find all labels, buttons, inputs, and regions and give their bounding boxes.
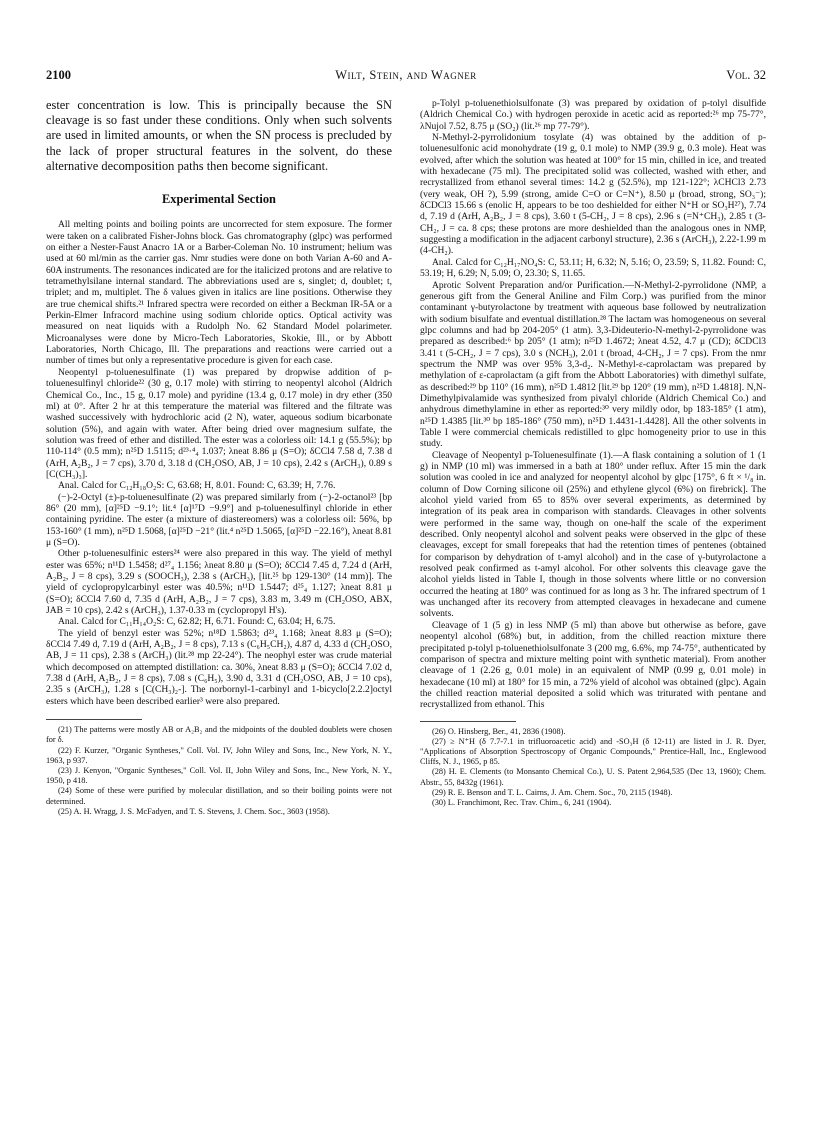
paragraph-neopentyl-ester: Neopentyl p-toluenesulfinate (1) was prepared by dropwise addition of p-toluenesulfinyl chloride²² (30 g, 0.17 mole) with stirring to neopentyl alcohol (Aldrich Chemical Co., Inc., 15 g, 0.17 mole) and pyridine (13.4 g, 0.17 mole) in dry ether (350 ml) at 0°. After 2 hr at this temperature the material was filtered and the filtrate was washed successively with hydrochloric acid (2 N), water, aqueous sodium bicarbonate solution (5%), and again with water. After being dried over magnesium sulfate, the solution was freed of ether and distilled. The ester was a colorless oil: 14.1 g (55.5%); bp 110-114° (0.5 mm); n²⁵D 1.5115; d²³·⁴₄ 1.037; λneat 8.86 μ (S=O); δCCl4 7.58 d, 7.38 d (ArH, A₂B₂, J = 7 cps), 3.70 d, 3.18 d (CH₂OSO, AB, J = 10 cps), 2.42 s (ArCH₃), 0.89 s [C(CH₃)₃].: [46, 366, 392, 480]
footnote-25: (25) A. H. Wragg, J. S. McFadyen, and T. S. Stevens, J. Chem. Soc., 3603 (1958).: [58, 806, 330, 816]
footnote-divider: [420, 721, 516, 722]
paragraph-analysis-1: Anal. Calcd for C₁₂H₁₈O₂S: C, 63.68; H, 8.01. Found: C, 63.39; H, 7.76.: [58, 480, 336, 492]
footnote-divider: [46, 719, 142, 720]
footnote-29: (29) R. E. Benson and T. L. Cairns, J. Am. Chem. Soc., 70, 2115 (1948).: [432, 787, 673, 797]
page-number: 2100: [46, 68, 71, 82]
paragraph-analysis-2: Anal. Calcd for C₁₁H₁₄O₂S: C, 62.82; H, 6.71. Found: C, 63.04; H, 6.75.: [58, 616, 336, 628]
intro-paragraph: ester concentration is low. This is principally because the SN cleavage is so fast under these conditions. Only when such solvents are used in limited amounts, or when the SN process is precluded by the lack of proper structural features in the solvent, do these alternative decomposition paths then become significant.: [46, 98, 392, 173]
paragraph-benzyl-ester: The yield of benzyl ester was 52%; n¹⁸D 1.5863; d²³₄ 1.168; λneat 8.83 μ (S=O); δCCl4 7.49 d, 7.19 d (ArH, A₂B₂, J = 8 cps), 7.13 s (C₆H₅CH₂), 4.87 d, 4.33 d (CH₂OSO, AB, J = 11 cps), 2.38 s (ArCH₃) (lit.²⁸ mp 22-24°). The neophyl ester was crude material which decomposed on attempted distillation: ca. 30%, λneat 8.83 μ (S=O); δCCl4 7.02 d, 7.38 d (ArH, A₂B₂, J = 8 cps), 7.08 s (C₆H₅), 3.90 d, 3.31 d (CH₂OSO, AB, J = 10 cps), 2.35 s (ArCH₃), 1.28 s [C(CH₃)₂-]. The norbornyl-1-carbinyl and 1-bicyclo[2.2.2]octyl esters which have been described earlier³ were also prepared.: [46, 627, 392, 707]
paragraph-other-esters: Other p-toluenesulfinic esters²⁴ were also prepared in this way. The yield of methyl ester was 65%; n¹¹D 1.5458; d²⁷₄ 1.156; λneat 8.80 μ (S=O); δCCl4 7.45 d, 7.24 d (ArH, A₂B₂, J = 8 cps), 3.29 s (SOOCH₃), 2.38 s (ArCH₃), [lit.²⁵ bp 129-130° (14 mm)]. The yield of cyclopropylcarbinyl ester was 40.5%; n¹¹D 1.5447; d²⁵₄ 1.127; λneat 8.81 μ (S=O); δCCl4 7.60 d, 7.35 d (ArH, A₂B₂, J = 7 cps), 3.83 m, 3.49 m (CH₂OSO, ABX, JAB = 10 cps), 2.42 s (ArCH₃), 1.37-0.33 m (cyclopropyl H's).: [46, 548, 392, 617]
right-column: [420, 98, 766, 808]
paragraph-general-methods: All melting points and boiling points are uncorrected for stem exposure. The former were taken on a calibrated Fisher-Johns block. Gas chromatography (glpc) was performed on either a Nester-Faust Anacro 1A or a Barber-Coleman No. 10 instrument; helium was used at 60 ml/min as the carrier gas. Nmr studies were done on both Varian A-60 and A-60A instruments. The resonances indicated are for the italicized protons and are relative to tetramethylsilane internal standard. The abbreviations used are s, singlet; d, doublet; t, triplet; and m, multiplet. The δ values given in italics are line positions. Otherwise they are true chemical shifts.²¹ Infrared spectra were recorded on either a Beckman IR-5A or a Perkin-Elmer Infracord machine using sodium chloride optics. Optical activity was measured on neat liquids with a Rudolph No. 62 Standard Model polarimeter. Microanalyses were done by Micro-Tech Laboratories, Skokie, Ill., or by Abbott Laboratories, North Chicago, Ill. The preparations and reactions were carried out a number of times but only a representative procedure is given for each case.: [46, 219, 392, 367]
footnote-26: (26) O. Hinsberg, Ber., 41, 2836 (1908).: [432, 726, 566, 736]
paragraph-thiolsulfonate: p-Tolyl p-toluenethiolsulfonate (3) was prepared by oxidation of p-tolyl disulfide (Aldrich Chemical Co.) with hydrogen peroxide in acetic acid as reported:²⁶ mp 75-77°, λNujol 7.52, 8.75 μ (SO₂) (lit.²⁶ mp 77-79°).: [420, 98, 766, 132]
footnote-30: (30) L. Franchimont, Rec. Trav. Chim., 6, 241 (1904).: [432, 797, 612, 807]
volume-label: Vol. 32: [726, 68, 766, 82]
paragraph-solvent-preparation: Aprotic Solvent Preparation and/or Purification.—N-Methyl-2-pyrrolidone (NMP, a generous gift from the General Aniline and Film Corp.) was purified from the minor contaminant γ-butyrolactone by treatment with aqueous base followed by neutralization with sodium bisulfate and eventual distillation.²⁸ The lactam was homogeneous on several glpc columns and had bp 204-205° (1 atm). 3,3-Dideuterio-N-methyl-2-pyrrolidone was prepared as described:⁶ bp 205° (1 atm); n²⁵D 1.4672; λneat 4.52, 4.7 μ (CD); δCDCl3 3.41 t (5-CH₂, J = 7 cps), 3.0 s (NCH₃), 2.01 t (broad, 4-CH₂, J = 7 cps). From the nmr spectrum the NMP was over 95% 3,3-d₂. N-Methyl-ε-caprolactam was prepared by methylation of ε-caprolactam (a gift from the Abbott Laboratories) with dimethyl sulfate, as described:²⁹ bp 110° (16 mm), n²⁵D 1.4812 [lit.²⁹ bp 120° (19 mm), n²⁵D 1.4818]. N,N-Dimethylpivalamide was synthesized from pivalyl chloride (Aldrich Chemical Co.) and anhydrous dimethylamine in ether as reported:³⁰ very mildly odor, bp 183-185° (1 atm), n²⁵D 1.4385 [lit.³⁰ bp 185-186° (750 mm), n²⁵D 1.4431-1.4428]. All the other solvents in Table I were commercial chemicals redistilled to glpc homogeneity prior to use in this study.: [420, 279, 766, 450]
left-column: [46, 98, 392, 817]
section-title: Experimental Section: [162, 192, 276, 207]
footnote-27: (27) ≥ N⁺H (δ 7.7-7.1 in trifluoroacetic acid) and -SO₃H (δ 12-11) are listed in J. R. Dyer, "Applications of Absorption Spectroscopy of Organic Compounds," Prentice-Hall, Inc., Englewood Cliffs, N. J., 1965, p 85.: [420, 736, 766, 767]
paragraph-cleavage-2: Cleavage of 1 (5 g) in less NMP (5 ml) than above but otherwise as before, gave neopentyl alcohol (68%) but, in addition, from the chilled reaction mixture there precipitated p-tolyl p-toluenethiolsulfonate 3 (200 mg, 6.6%, mp 74-75°, authenticated by comparison of spectra and mixture melting point with synthetic material). From another cleavage of 1 (2.26 g, 0.01 mole) in an equivalent of NMP (0.99 g, 0.01 mole) in hexadecane (10 ml) at 180° for 15 min, a 72% yield of alcohol was obtained (glpc). Again the chilled reaction material deposited a solid which was triturated with pentane and recrystallized from ethanol. This: [420, 619, 766, 711]
footnote-24: (24) Some of these were purified by molecular distillation, and so their boiling points were not determined.: [46, 786, 392, 806]
footnote-21: (21) The patterns were mostly AB or A₂B₂ and the midpoints of the doubled doublets were chosen for δ.: [46, 725, 392, 745]
footnote-28: (28) H. E. Clements (to Monsanto Chemical Co.), U. S. Patent 2,964,535 (Dec 13, 1960); Chem. Abstr., 55, 8432g (1961).: [420, 767, 766, 787]
paragraph-cleavage: Cleavage of Neopentyl p-Toluenesulfinate (1).—A flask containing a solution of 1 (1 g) in NMP (10 ml) was immersed in a bath at 180° under reflux. After 15 min the dark solution was cooled in ice and analyzed for neopentyl alcohol by glpc [175°, 6 ft × ¹/₈ in. column of Dow Corning silicone oil (25%) and ethylene glycol (6%) on firebrick]. The alcohol yield varied from 65 to 85% over several experiments, as determined by integration of its peak area in comparison with standards. Cleavages in other solvents were performed in the same way, though on one-half the scale of the experiment described. Only neopentyl alcohol and solvent peaks were observed in the glpc of these cleavages, except for small forepeaks that had the retention times of pentenes (obtained for comparison by dehydration of t-amyl alcohol) and in the case of γ-butyrolactone a resolved peak confirmed as t-amyl alcohol. For other solvents this cleavage gave the alcohol yields listed in Table I, though in those solvents where little or no conversion occurred the heating at 180° was continued for as long as 3 hr. The infrared spectrum of 1 was unchanged after its recovery from attempted cleavages in hexadecane and cumene solvents.: [420, 449, 766, 620]
paragraph-analysis-3: Anal. Calcd for C₁₂H₁₇NO₄S: C, 53.11; H, 6.32; N, 5.16; O, 23.59; S, 11.82. Found: C, 53.19; H, 6.29; N, 5.09; O, 23.30; S, 11.65.: [420, 256, 766, 280]
running-head-authors: Wilt, Stein, and Wagner: [335, 68, 477, 82]
paragraph-tosylate: N-Methyl-2-pyrrolidonium tosylate (4) was obtained by the addition of p-toluenesulfonic acid monohydrate (19 g, 0.1 mole) to NMP (39.9 g, 0.3 mole). Heat was evolved, after which the solution was heated at 100° for 15 min, chilled in ice, and treated with hexadecane (75 ml). The precipitated solid was collected, washed with ether, and recrystallized from ethanol several times: 14.2 g (52.5%), mp 121-122°; λCHCl3 2.73 (very weak, OH ?), 5.99 (strong, amide C=O or C=N⁺), 8.50 μ (broad, strong, SO₃⁻); δCDCl3 15.66 s (enolic H, appears to be too deshielded for either N⁺H or SO₃H²⁷), 7.74 d, 7.19 d (ArH, A₂B₂, J = 8 cps), 3.60 t (5-CH₂, J = 8 cps), 2.96 s (=N⁺CH₃), 2.85 t (3-CH₂, J = ca. 8 cps; these protons are more deshielded than the analogous ones in NMP, suggesting a modification in the adjacent carbonyl structure), 2.36 s (ArCH₃), 2.22-1.99 m (4-CH₂).: [420, 132, 766, 257]
footnote-22: (22) F. Kurzer, "Organic Syntheses," Coll. Vol. IV, John Wiley and Sons, Inc., New York, N. Y., 1963, p 937.: [46, 745, 392, 765]
page-header: [46, 68, 766, 86]
paragraph-octyl-ester: (−)-2-Octyl (±)-p-toluenesulfinate (2) was prepared similarly from (−)-2-octanol²³ [bp 86° (20 mm), [α]²⁵D −9.1°; lit.⁴ [α]¹⁷D −9.9°] and p-toluenesulfinyl chloride in ether containing pyridine. The ester (a mixture of diastereomers) was a colorless oil: 56%, bp 153-160° (1 mm), n²⁵D 1.5068, [α]²⁵D −21° (lit.⁴ n²⁵D 1.5065, [α]²⁵D −22.16°), λneat 8.81 μ (S=O).: [46, 491, 393, 548]
footnote-23: (23) J. Kenyon, "Organic Syntheses," Coll. Vol. II, John Wiley and Sons, Inc., New York, N. Y., 1950, p 418.: [46, 765, 392, 786]
